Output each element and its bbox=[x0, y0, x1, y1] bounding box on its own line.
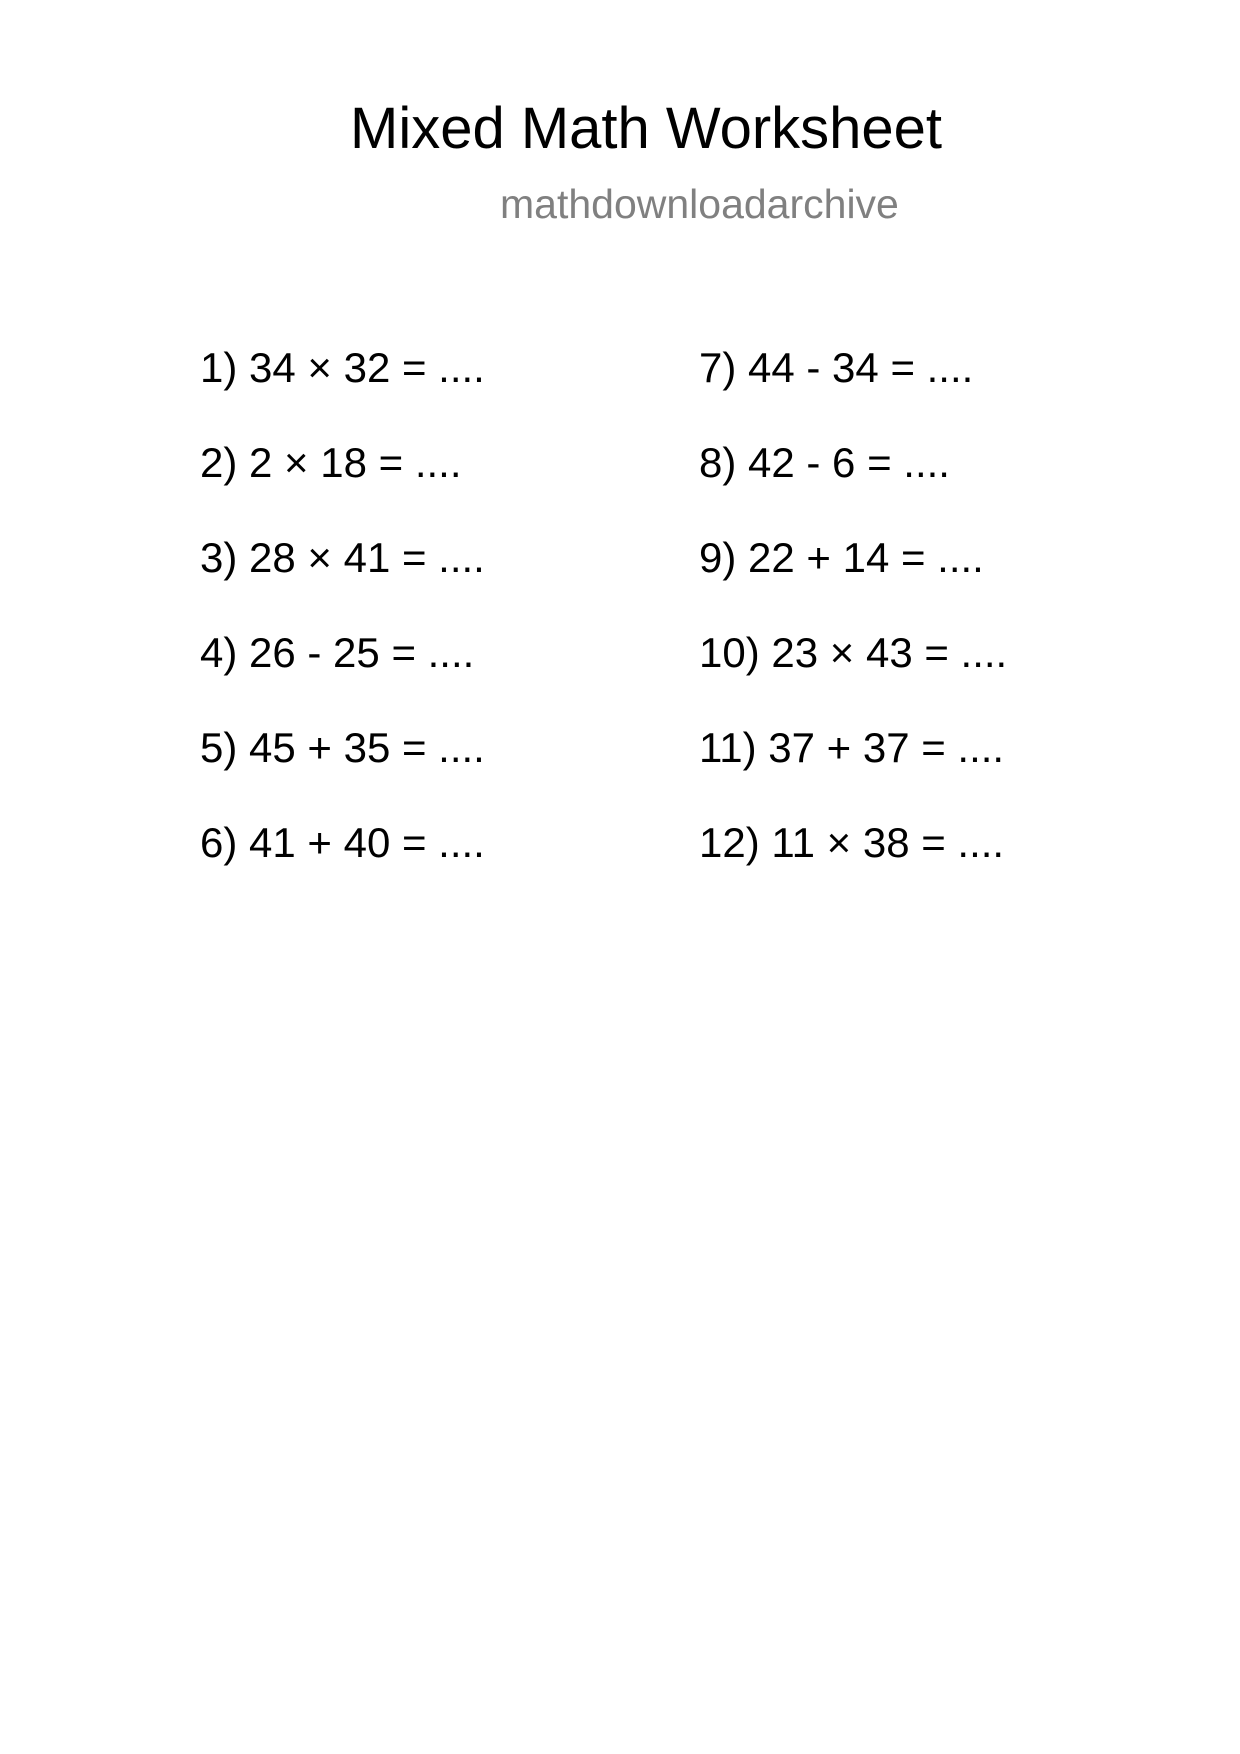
problem-3: 3) 28 × 41 = .... bbox=[200, 534, 485, 581]
problem-9: 9) 22 + 14 = .... bbox=[699, 534, 984, 581]
page-subtitle: mathdownloadarchive bbox=[500, 181, 899, 227]
problem-6: 6) 41 + 40 = .... bbox=[200, 819, 485, 866]
problem-12: 12) 11 × 38 = .... bbox=[699, 819, 1005, 866]
problem-8: 8) 42 - 6 = .... bbox=[699, 439, 950, 486]
problem-5: 5) 45 + 35 = .... bbox=[200, 724, 485, 771]
problem-2: 2) 2 × 18 = .... bbox=[200, 439, 462, 486]
problem-11: 11) 37 + 37 = .... bbox=[699, 724, 1005, 771]
problem-1: 1) 34 × 32 = .... bbox=[200, 344, 485, 391]
problem-column-left bbox=[200, 344, 485, 917]
problem-10: 10) 23 × 43 = .... bbox=[699, 629, 1008, 676]
problem-column-right bbox=[699, 344, 1008, 917]
page-title: Mixed Math Worksheet bbox=[350, 96, 943, 161]
problem-4: 4) 26 - 25 = .... bbox=[200, 629, 475, 676]
problem-7: 7) 44 - 34 = .... bbox=[699, 344, 974, 391]
